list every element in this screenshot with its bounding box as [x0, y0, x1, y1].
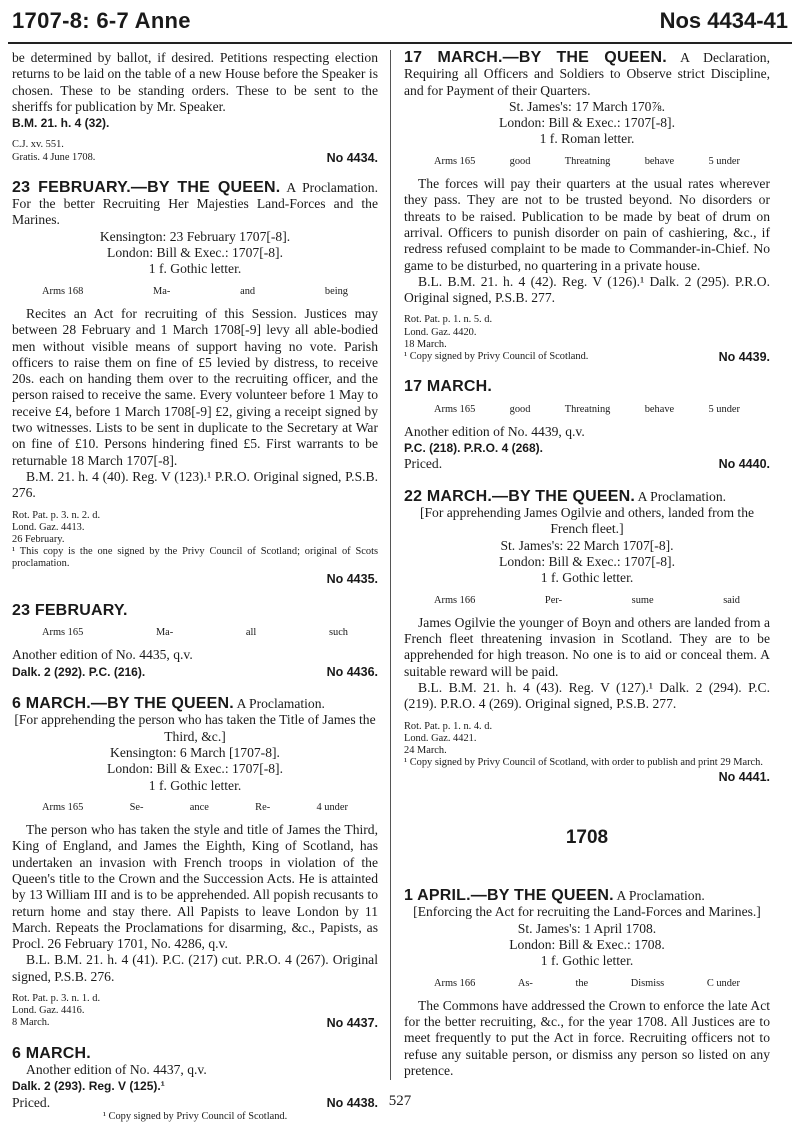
entry-4436-heading: 23 FEBRUARY. — [12, 601, 128, 619]
column-divider — [390, 50, 391, 1080]
page-number: 527 — [388, 1093, 412, 1109]
entry-number-4437: No 4437. — [326, 1016, 378, 1031]
entry-4441-heading: 22 MARCH.—BY THE QUEEN. A Proclamation. — [404, 487, 727, 505]
entry-4435-gaz: Lond. Gaz. 4413. — [12, 521, 85, 533]
entry-4437-type: 1 f. Gothic letter. — [148, 777, 242, 793]
entry-4437-rot: Rot. Pat. p. 3. n. 1. d. — [12, 993, 101, 1005]
intro-text: be determined by ballot, if desired. Petitions respecting election returns to be laid on the table of a new House before the Speaker is chosen. These to be standing orders. These to be sent to the sheriffs for publication by Mr. Speaker. — [12, 50, 378, 114]
entry-4441-arms: Arms 166 Per- sume said — [434, 594, 740, 606]
entry-number-4440: No 4440. — [718, 457, 770, 472]
entry-4439-footnote: ¹ Copy signed by Privy Council of Scotland. — [404, 351, 589, 363]
entry-4439-arms: Arms 165 good Threatning behave 5 under — [434, 155, 740, 167]
entry-4438-heading: 6 MARCH. — [12, 1044, 91, 1062]
entry-4441-description: [For apprehending James Ogilvie and others, landed from the French fleet.] — [419, 505, 755, 537]
entry-4435-rot: Rot. Pat. p. 3. n. 2. d. — [12, 509, 101, 521]
running-header — [6, 0, 794, 44]
entry-4436-refs: Dalk. 2 (292). P.C. (216). — [12, 664, 146, 679]
entry-4442-body: The Commons have addressed the Crown to enforce the late Act for the better recruiting, &c., for the year 1708. All Justices are to meet frequently to put the Act in force. Recruiting officers not to refuse any suitable person, or dismiss any person so listed on any pretence. — [404, 997, 770, 1078]
entry-4440-refs: P.C. (218). P.R.O. 4 (268). — [404, 441, 543, 456]
entry-4437-place: Kensington: 6 March [1707-8]. — [110, 744, 280, 760]
entry-number-4438: No 4438. — [326, 1095, 378, 1110]
entry-4435-footnote: ¹ This copy is the one signed by the Privy Council of Scotland; original of Scots proclamation. — [12, 546, 378, 570]
entry-4439-refs: B.L. B.M. 21. h. 4 (42). Reg. V (126).¹ Dalk. 2 (295). P.R.O. Original signed, P.S.B. 277. — [404, 273, 770, 306]
intro-gratis: Gratis. 4 June 1708. — [12, 151, 96, 163]
entry-4437-date: 8 March. — [12, 1017, 50, 1029]
entry-4435-printer: London: Bill & Exec.: 1707[-8]. — [107, 245, 283, 261]
entry-4435-body: Recites an Act for recruiting of this Session. Justices may between 28 February and 1 March 1708[-9] levy all able-bodied men without visible means of support having no vote. Parish officers to raise them on fine of £5 levied by distress, to receive 20s. each on handing them over to the recruiting officer, and the person raised to receive the same. Every volunteer before 1 May to receive £4, before 1 March 1708[-9] £2, giving a receipt signed by two witnesses. Lists to be sent in duplicate to the Secretary at War on fine of £10. Persons hindering fined £5. First warrants to be returnable 18 March 1707[-8]. — [12, 305, 378, 468]
entry-4436-footer-row — [12, 664, 378, 680]
entry-4440-footer-row — [404, 456, 770, 472]
entry-4442-printer: London: Bill & Exec.: 1708. — [509, 936, 665, 952]
entry-4437-printer: London: Bill & Exec.: 1707[-8]. — [107, 761, 283, 777]
entry-4440-heading: 17 MARCH. — [404, 378, 493, 396]
header-rule — [8, 42, 792, 44]
entry-4441-refs: B.L. B.M. 21. h. 4 (43). Reg. V (127).¹ Dalk. 2 (294). P.C. (219). P.R.O. 4 (269). Original signed, P.S.B. 277. — [404, 680, 770, 712]
entry-4440-priced: Priced. — [404, 456, 443, 472]
entry-4439-footer-row — [404, 351, 770, 363]
entry-4438-footnote: ¹ Copy signed by Privy Council of Scotland. — [102, 1110, 288, 1122]
entry-4441-body: James Ogilvie the younger of Boyn and others are landed from a French fleet threatening invasion in Scotland. They are to be apprehended for high treason. No one is to aid or conceal them. A suitable reward will be paid. — [404, 614, 770, 679]
entry-4439-rot: Rot. Pat. p. 1. n. 5. d. — [404, 314, 493, 326]
entry-4439-body: The forces will pay their quarters at the usual rates wherever they pass. They are not to be trusted beyond. No disorders or threats to be raised. Publication to be made by beat of drum on arrival. Officers to punish disorder on pain of cashiering, &c., if redress refused complaint to be made to Commander-in-Chief. No game to be disturbed, no quartering in a private house. — [404, 176, 770, 273]
entry-4439-gaz: Lond. Gaz. 4420. — [404, 326, 477, 338]
entry-4440-arms: Arms 165 good Threatning behave 5 under — [434, 403, 740, 415]
intro-refs: B.M. 21. h. 4 (32). — [12, 116, 110, 131]
entry-number-4439: No 4439. — [718, 350, 770, 365]
entry-number-4441: No 4441. — [718, 770, 770, 785]
entry-4442-place: St. James's: 1 April 1708. — [517, 920, 657, 936]
entry-number-4436: No 4436. — [326, 664, 378, 679]
entry-number-4434: No 4434. — [326, 150, 378, 165]
entry-4441-gaz: Lond. Gaz. 4421. — [404, 732, 477, 744]
entry-4441-rot: Rot. Pat. p. 1. n. 4. d. — [404, 720, 493, 732]
entry-4437-refs: B.L. B.M. 21. h. 4 (41). P.C. (217) cut. P.R.O. 4 (267). Original signed, P.S.B. 276. — [12, 952, 378, 984]
entry-4437-heading: 6 MARCH.—BY THE QUEEN. A Proclamation. — [12, 695, 325, 713]
entry-4435-arms: Arms 168 Ma- and being — [42, 285, 348, 297]
header-left: 1707-8: 6-7 Anne — [12, 8, 191, 33]
entry-4435-type: 1 f. Gothic letter. — [148, 261, 242, 277]
intro-footer-row — [12, 152, 378, 164]
entry-number-4435: No 4435. — [326, 571, 378, 586]
entry-4439-date: 18 March. — [404, 338, 447, 350]
entry-4437-gaz: Lond. Gaz. 4416. — [12, 1005, 85, 1017]
entry-4439-printer: London: Bill & Exec.: 1707[-8]. — [499, 115, 675, 131]
intro-cj: C.J. xv. 551. — [12, 139, 64, 151]
entry-4439-type: 1 f. Roman letter. — [539, 131, 635, 147]
entry-4439-heading: 17 MARCH.—BY THE QUEEN. A Declaration, Requiring all Officers and Soldiers to Observe strict Discipline, and for Payment of their Quarters. — [404, 49, 770, 98]
entry-4442-heading: 1 APRIL.—BY THE QUEEN. A Proclamation. — [404, 887, 705, 905]
entry-4435-place: Kensington: 23 February 1707[-8]. — [99, 228, 291, 244]
entry-4442-description: [Enforcing the Act for recruiting the Land-Forces and Marines.] — [413, 904, 761, 920]
entry-4442-arms: Arms 166 As- the Dismiss C under — [434, 977, 740, 989]
entry-4436-body: Another edition of No. 4435, q.v. — [12, 647, 193, 663]
entry-4439-place: St. James's: 17 March 170⅞. — [508, 98, 666, 114]
entry-4438-priced: Priced. — [12, 1094, 51, 1110]
entry-4438-refs: Dalk. 2 (293). Reg. V (125).¹ — [12, 1079, 165, 1094]
entry-4435-heading: 23 FEBRUARY.—BY THE QUEEN. A Proclamation. For the better Recruiting Her Majesties Land-Forces and the Marines. — [12, 178, 378, 228]
entry-4441-place: St. James's: 22 March 1707[-8]. — [500, 537, 674, 553]
entry-4435-refs: B.M. 21. h. 4 (40). Reg. V (123).¹ P.R.O. Original signed, P.S.B. 276. — [12, 468, 378, 501]
entry-4437-description: [For apprehending the person who has taken the Title of James the Third, &c.] — [14, 712, 376, 744]
entry-4441-footnote: ¹ Copy signed by Privy Council of Scotland, with order to publish and print 29 March. — [404, 757, 763, 769]
entry-4438-body: Another edition of No. 4437, q.v. — [26, 1061, 207, 1077]
entry-4436-arms: Arms 165 Ma- all such — [42, 627, 348, 639]
left-column — [12, 50, 378, 1123]
right-column — [404, 50, 770, 1079]
entry-4437-body: The person who has taken the style and title of James the Third, King of England, and James the Eighth, King of Scotland, has undertaken an invasion with French troops in violation of the Queen's title to the Crown and the Succession Acts. He is attainted by 13 William III and is to be apprehended. All popish recusants to return home and stay there. All Papists to leave London by 11 March. Repeats the Proclamations for disarming, &c., Papists, as Procl. 26 February 1701, No. 4286, q.v. — [12, 822, 378, 952]
entry-4441-printer: London: Bill & Exec.: 1707[-8]. — [499, 553, 675, 569]
entry-4437-footer-row — [12, 1017, 378, 1029]
entry-4441-date: 24 March. — [404, 745, 447, 757]
year-heading: 1708 — [565, 826, 609, 848]
entry-4440-body: Another edition of No. 4439, q.v. — [404, 423, 585, 439]
entry-4437-arms: Arms 165 Se- ance Re- 4 under — [42, 801, 348, 813]
entry-4435-date: 26 February. — [12, 533, 65, 545]
header-right: Nos 4434-41 — [659, 8, 788, 33]
entry-4441-type: 1 f. Gothic letter. — [540, 570, 634, 586]
entry-4442-type: 1 f. Gothic letter. — [540, 953, 634, 969]
